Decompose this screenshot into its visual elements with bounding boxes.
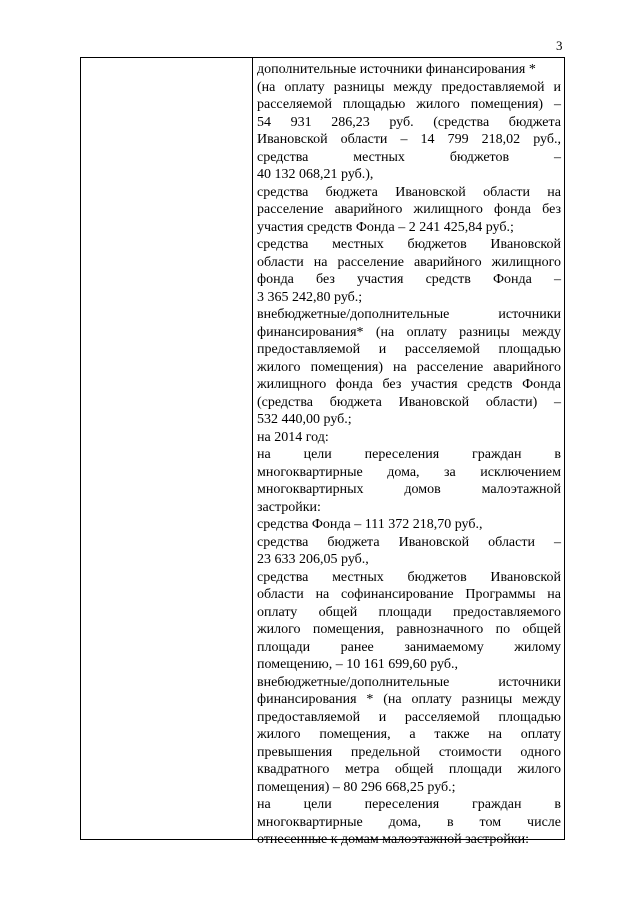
text-line: на 2014 год: — [257, 429, 329, 445]
text-line: внебюджетные/дополнительные источники — [257, 307, 561, 322]
text-line: средства местных бюджетов – — [257, 149, 561, 165]
text-line: дополнительные источники финансирования * — [257, 62, 536, 77]
text-line: финансирования * (на оплату разницы между — [257, 692, 561, 707]
text-line: помещению, – 10 161 699,60 руб., — [257, 657, 458, 672]
text-line: средства бюджета Ивановской области на — [257, 184, 561, 200]
text-line: средства местных бюджетов Ивановской — [257, 237, 561, 252]
text-line: многоквартирных домов малоэтажной — [257, 482, 561, 497]
table-left-cell — [81, 58, 253, 839]
text-line: области на расселение аварийного жилищного — [257, 254, 561, 270]
text-line: (средства бюджета Ивановской области) – — [257, 394, 561, 410]
text-line: 54 931 286,23 руб. (средства бюджета — [257, 114, 561, 130]
text-line: жилого помещения, равнозначного по общей — [257, 622, 561, 637]
text-line: (на оплату разницы между предоставляемой и — [257, 79, 561, 95]
text-line: расселение аварийного жилищного фонда без — [257, 202, 561, 217]
table-right-cell — [257, 61, 561, 849]
text-line: предоставляемой и расселяемой площадью — [257, 709, 561, 725]
text-line: 23 633 206,05 руб., — [257, 552, 369, 567]
text-line: превышения предельной стоимости одного — [257, 744, 561, 760]
text-line: помещения) – 80 296 668,25 руб.; — [257, 779, 456, 795]
text-line: жилого помещения, а также на оплату — [257, 727, 561, 742]
text-line: средства местных бюджетов Ивановской — [257, 569, 561, 585]
text-line: на цели переселения граждан в — [257, 447, 561, 462]
text-line: на цели переселения граждан в — [257, 797, 561, 812]
page-number: 3 — [556, 38, 563, 53]
text-line: отнесенные к домам малоэтажной застройки: — [257, 832, 530, 847]
text-line: финансирования* (на оплату разницы между — [257, 324, 561, 340]
text-line: средства бюджета Ивановской области – — [257, 534, 561, 550]
text-line: Ивановской области – 14 799 218,02 руб., — [257, 132, 561, 147]
text-line: оплату общей площади предоставляемого — [257, 604, 561, 620]
text-line: предоставляемой и расселяемой площадью — [257, 342, 561, 357]
text-line: жилого помещения) на расселение аварийного — [257, 359, 561, 375]
text-line: застройки: — [257, 499, 321, 515]
text-line: 3 365 242,80 руб.; — [257, 289, 363, 305]
text-line: участия средств Фонда – 2 241 425,84 руб.; — [257, 219, 514, 235]
text-line: внебюджетные/дополнительные источники — [257, 674, 561, 690]
text-line: квадратного метра общей площади жилого — [257, 762, 561, 777]
text-line: площади ранее занимаемому жилому — [257, 639, 561, 655]
text-line: области на софинансирование Программы на — [257, 587, 561, 602]
text-line: многоквартирные дома, за исключением — [257, 464, 561, 480]
document-table — [80, 57, 565, 847]
text-line: 532 440,00 руб.; — [257, 412, 352, 427]
text-line: расселяемой площадью жилого помещения) – — [257, 97, 561, 112]
text-line: фонда без участия средств Фонда – — [257, 272, 561, 287]
text-line: многоквартирные дома, в том числе — [257, 814, 561, 830]
text-line: жилищного фонда без участия средств Фонда — [257, 377, 561, 392]
text-line: средства Фонда – 111 372 218,70 руб., — [257, 517, 483, 532]
text-line: 40 132 068,21 руб.), — [257, 167, 374, 182]
